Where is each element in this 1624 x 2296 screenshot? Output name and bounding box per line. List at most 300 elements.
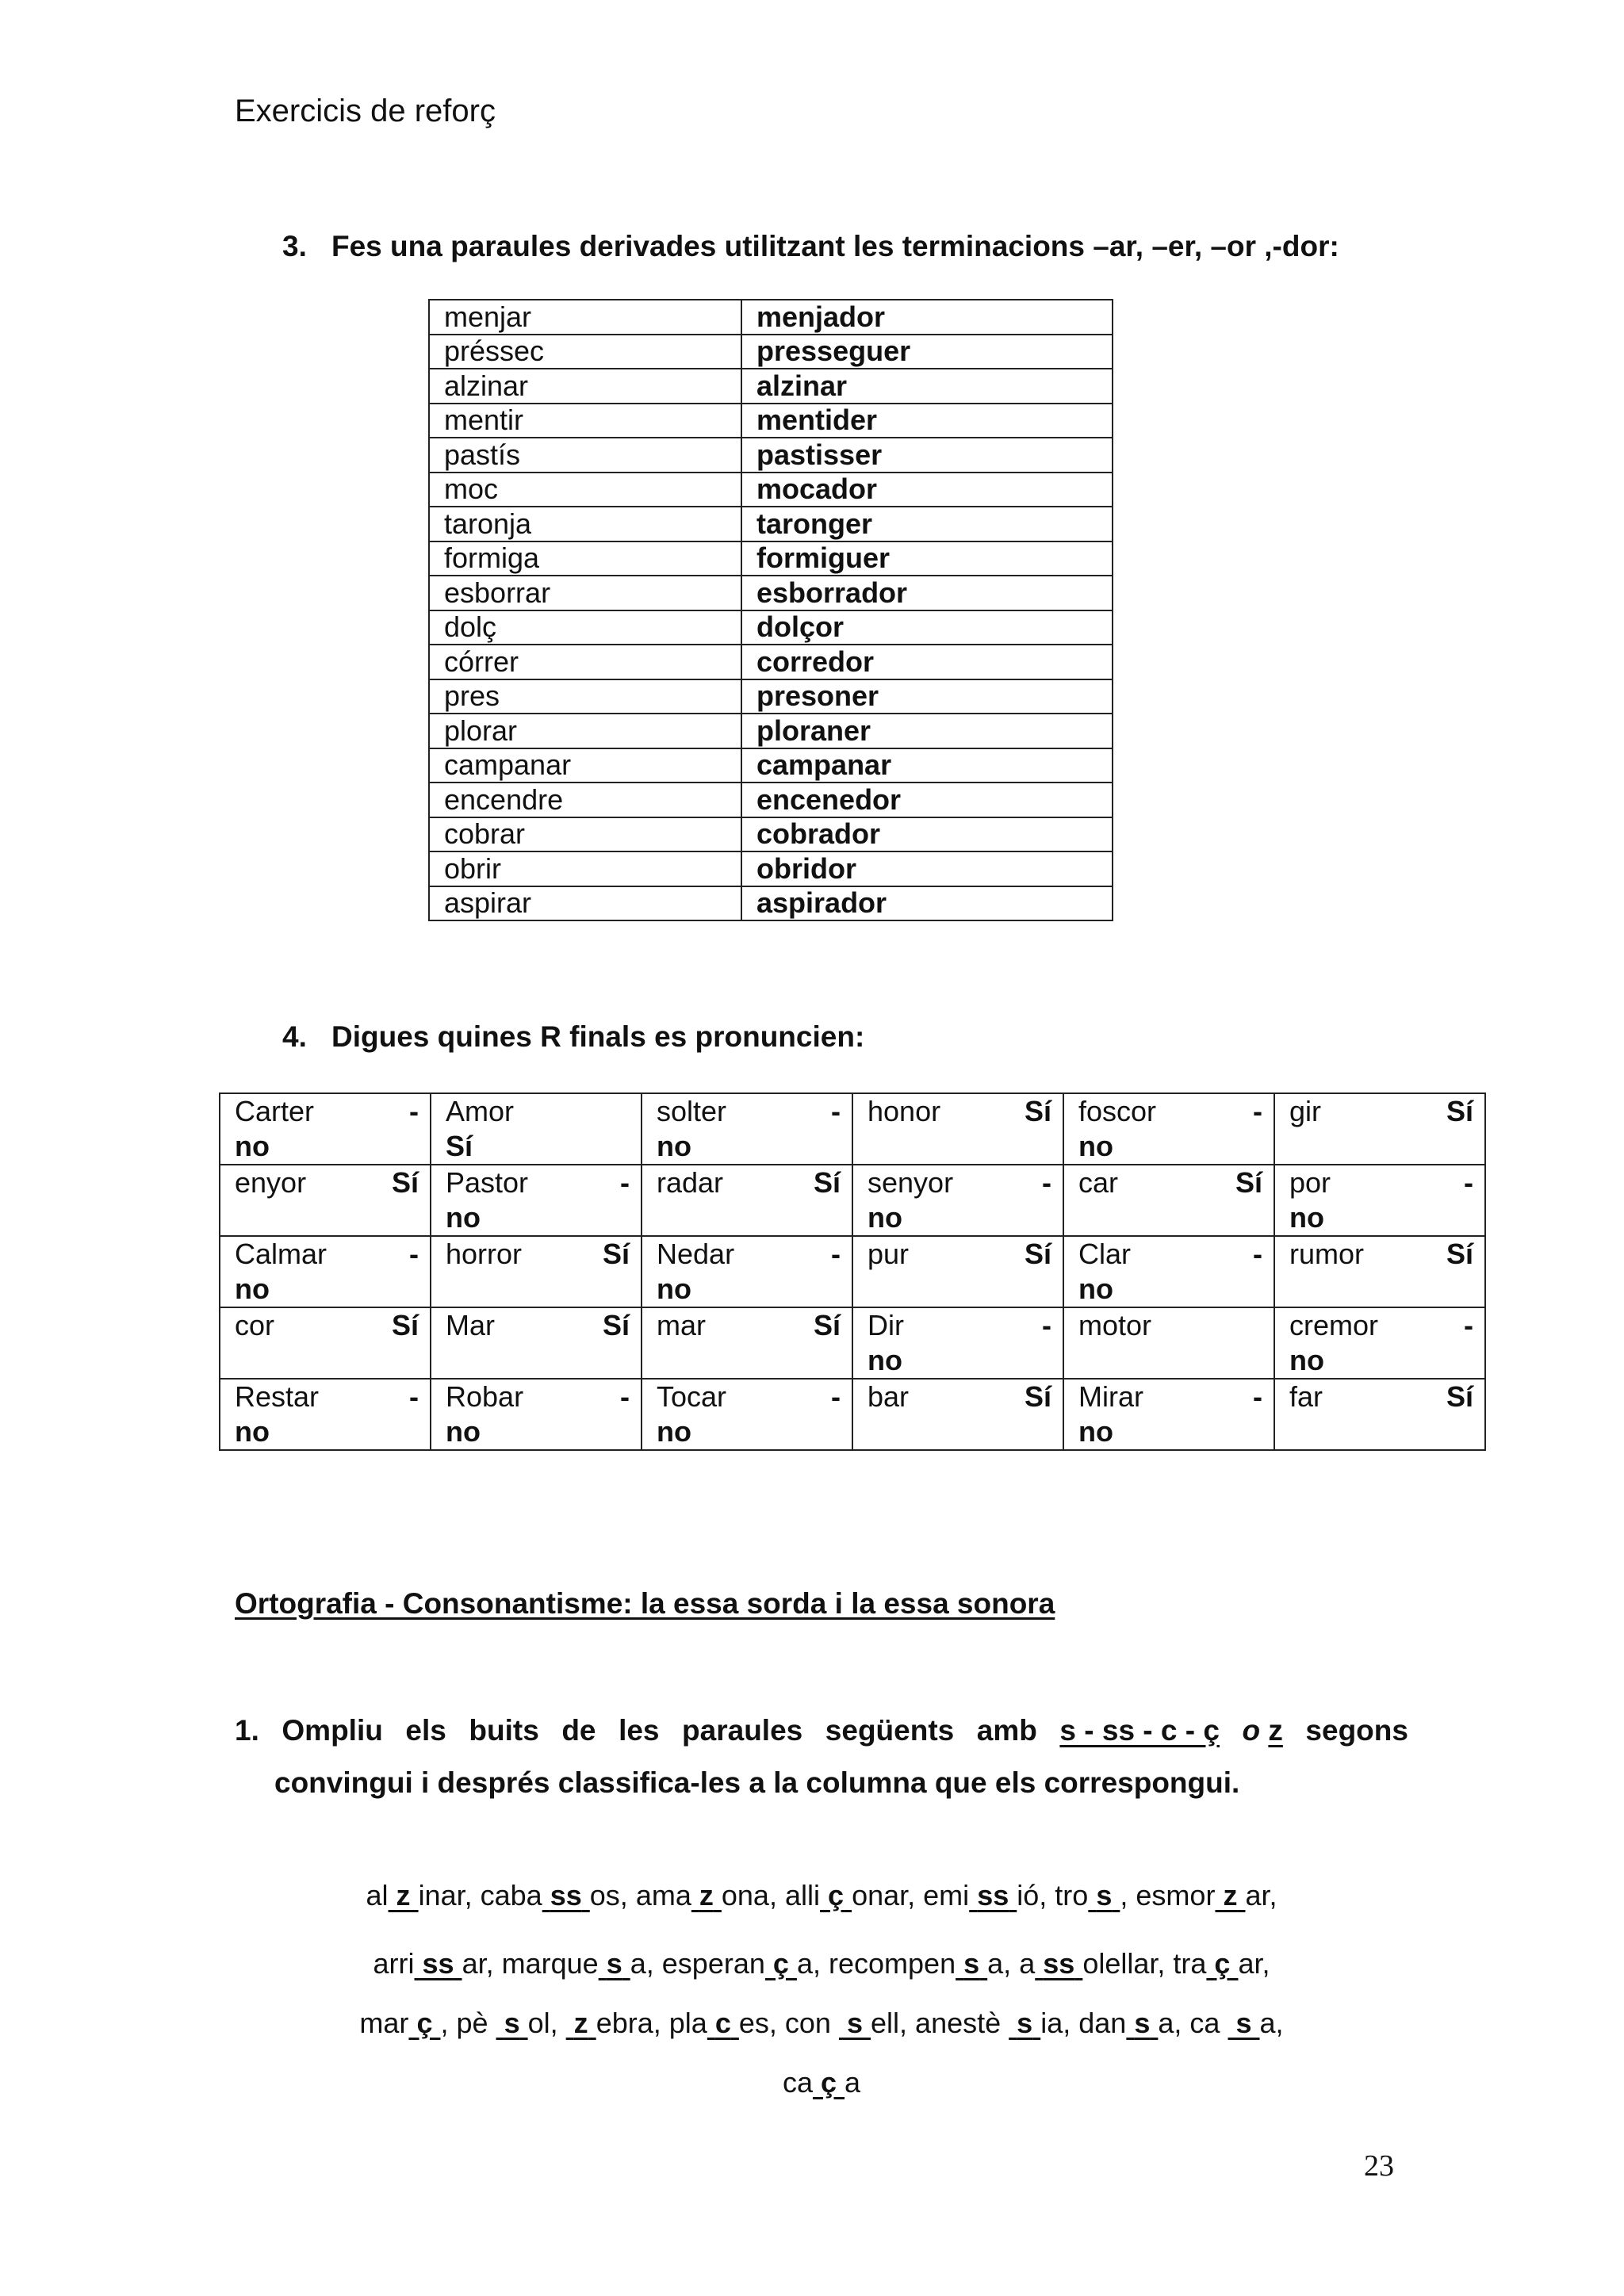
filled-letter-text: s [504,2007,520,2039]
z-option: z [1268,1714,1283,1747]
cell-mark: - [409,1380,419,1413]
exercise-1-line-2: convingui i després classifica-les a la columna que els correspongui. [274,1766,1240,1799]
word-cell [852,1236,1063,1307]
cell-line-1 [235,1380,419,1414]
cell-answer: no [235,1130,270,1162]
fill-word [1228,2007,1283,2039]
cell-word: por [1289,1166,1331,1199]
word-suffix: es, con [738,2007,831,2039]
exercise-3-number: 3. [282,230,307,262]
cell-mark: Sí [1024,1380,1051,1413]
derived-word-cell: menjador [741,300,1113,335]
word-cell [431,1379,642,1450]
word-prefix: esperan [661,1947,765,1980]
base-word-cell: formiga [429,541,741,576]
word-suffix: os, [589,1879,628,1911]
cell-answer: no [1289,1201,1324,1234]
fill-word [1019,1947,1165,1980]
word-suffix: ell, anestè [871,2007,1002,2039]
base-word-cell: moc [429,473,741,507]
table-row [429,576,1113,610]
filled-letter-text: s [1235,2007,1252,2039]
cell-line-1 [235,1308,419,1343]
cell-line-1 [446,1165,630,1200]
derived-word-cell: cobrador [741,817,1113,852]
filled-letter [820,1879,852,1911]
filled-letter [1215,1879,1245,1911]
fill-word [829,1947,1011,1980]
word-cell [220,1379,431,1450]
cell-answer: no [868,1201,902,1234]
cell-answer: no [446,1201,481,1234]
word-prefix: tro [1055,1879,1089,1911]
filled-letter [813,2066,845,2099]
instruction-word: buits [469,1714,539,1747]
word-line [219,1930,1424,1998]
word-cell [1274,1379,1485,1450]
cell-word: Dir [868,1309,904,1341]
cell-word: solter [657,1095,727,1127]
word-suffix: ió, [1017,1879,1048,1911]
cell-line-1 [1289,1094,1473,1129]
word-suffix: a, ca [1158,2007,1220,2039]
word-suffix: a, [630,1947,654,1980]
table-row [429,679,1113,714]
cell-mark: Sí [602,1238,630,1270]
word-cell [1274,1093,1485,1165]
cell-line-1 [868,1094,1051,1129]
word-cell [1274,1307,1485,1379]
filled-letter [389,1879,419,1911]
cell-line-1 [868,1237,1051,1272]
cell-mark: Sí [1024,1238,1051,1270]
word-suffix: a, [987,1947,1012,1980]
fill-word [783,2066,860,2099]
filled-letter [707,2007,739,2039]
fill-word [785,1879,915,1911]
word-cell [1063,1236,1274,1307]
cell-word: enyor [235,1166,307,1199]
cell-word: pur [868,1238,910,1270]
word-cell [642,1307,852,1379]
base-word-cell: córrer [429,645,741,679]
word-cell [642,1165,852,1236]
exercise-1-line-1 [235,1705,1408,1757]
base-word-cell: préssec [429,335,741,369]
cell-mark: - [409,1238,419,1270]
table-row [429,438,1113,473]
filled-letter-text: ç [828,1879,845,1911]
exercise-4-title [282,1020,864,1054]
cell-mark: - [831,1095,841,1127]
word-prefix: recompen [829,1947,956,1980]
cell-word: bar [868,1380,910,1413]
cell-answer: no [868,1344,902,1376]
word-prefix: al [366,1879,389,1911]
cell-mark: - [1464,1309,1473,1341]
fill-word [502,1947,654,1980]
table-row [429,369,1113,404]
cell-mark: - [1253,1380,1262,1413]
word-prefix: dan [1078,2007,1127,2039]
exercise-4-text: Digues quines R finals es pronuncien: [331,1020,865,1053]
cell-word: honor [868,1095,941,1127]
fill-word [662,1947,821,1980]
word-line [219,1862,1424,1930]
filled-letter-text: ç [416,2007,433,2039]
filled-letter [1228,2007,1259,2039]
table-row [429,886,1113,921]
cell-line-1 [657,1165,841,1200]
cell-line-1 [446,1094,630,1129]
exercise-4-number: 4. [282,1020,307,1053]
or-z-option [1242,1705,1282,1757]
word-cell [1274,1165,1485,1236]
cell-mark: - [1042,1166,1051,1199]
cell-line-1 [1289,1380,1473,1414]
base-word-cell: cobrar [429,817,741,852]
cell-word: Nedar [657,1238,735,1270]
cell-answer: no [1078,1272,1113,1305]
table-row [220,1307,1485,1379]
word-prefix: ca [782,2066,813,2099]
table-row [429,507,1113,541]
filled-letter [839,2007,871,2039]
derived-word-cell: ploraner [741,714,1113,748]
cell-mark: Sí [813,1309,841,1341]
cell-line-1 [868,1308,1051,1343]
word-suffix: olellar, [1082,1947,1166,1980]
word-prefix: emi [923,1879,970,1911]
filled-letter [496,2007,528,2039]
table-row [429,404,1113,438]
cell-mark: Sí [1446,1238,1473,1270]
base-word-cell: mentir [429,404,741,438]
cell-line-1 [1078,1094,1262,1129]
cell-mark: Sí [602,1309,630,1341]
cell-line-1 [235,1165,419,1200]
table-row [429,748,1113,783]
fill-word [496,2007,558,2039]
cell-word: Mirar [1078,1380,1143,1413]
word-cell [1063,1093,1274,1165]
table-row [429,473,1113,507]
word-cell [431,1165,642,1236]
cell-line-1 [235,1237,419,1272]
derived-word-cell: alzinar [741,369,1113,404]
filled-letter [1206,1947,1238,1980]
word-prefix: alli [784,1879,820,1911]
page-number: 23 [1364,2149,1394,2183]
cell-line-1 [1078,1308,1262,1343]
word-prefix: mar [359,2007,409,2039]
filled-letter-text: ss [550,1879,582,1911]
fill-word [566,2007,661,2039]
cell-line-1 [235,1094,419,1129]
cell-line-1 [446,1237,630,1272]
filled-letter [691,1879,722,1911]
word-suffix: ar, [1245,1879,1277,1911]
base-word-cell: pastís [429,438,741,473]
word-suffix: ebra, [596,2007,661,2039]
cell-line-1 [868,1380,1051,1414]
cell-mark: Sí [391,1166,419,1199]
base-word-cell: plorar [429,714,741,748]
derived-word-cell: mentider [741,404,1113,438]
cell-answer: no [235,1272,270,1305]
filled-letter-text: c [714,2007,731,2039]
base-word-cell: aspirar [429,886,741,921]
fill-word [1078,2007,1220,2039]
cell-word: car [1078,1166,1119,1199]
cell-line-1 [657,1308,841,1343]
word-cell [431,1236,642,1307]
base-word-cell: campanar [429,748,741,783]
word-prefix: marque [501,1947,599,1980]
filled-letter [1126,2007,1158,2039]
filled-letter-text: ç [820,2066,837,2099]
cell-mark: - [831,1238,841,1270]
cell-answer: no [446,1415,481,1448]
cell-mark: - [620,1166,630,1199]
derived-word-cell: aspirador [741,886,1113,921]
cell-answer: no [235,1415,270,1448]
cell-mark: - [1042,1309,1051,1341]
filled-letter [956,1947,987,1980]
cell-mark: - [409,1095,419,1127]
filled-letter [408,2007,440,2039]
fill-word [636,1879,777,1911]
table-row [429,817,1113,852]
filled-letter [969,1879,1017,1911]
derived-word-cell: mocador [741,473,1113,507]
fill-word [1173,1947,1270,1980]
word-suffix: onar, [852,1879,916,1911]
base-word-cell: menjar [429,300,741,335]
filled-letter [765,1947,797,1980]
cell-line-1 [868,1165,1051,1200]
derived-word-cell: corredor [741,645,1113,679]
base-word-cell: dolç [429,610,741,645]
base-word-cell: esborrar [429,576,741,610]
fill-word [359,2007,488,2039]
word-cell [642,1379,852,1450]
filled-letter [542,1879,590,1911]
cell-mark: Sí [1446,1380,1473,1413]
derived-word-cell: esborrador [741,576,1113,610]
instruction-word: amb [976,1714,1037,1747]
table-row [429,610,1113,645]
word-cell [1274,1236,1485,1307]
word-prefix: tra [1173,1947,1207,1980]
word-cell [220,1165,431,1236]
cell-mark: - [831,1380,841,1413]
word-prefix: arri [373,1947,415,1980]
word-suffix: , pè [440,2007,488,2039]
cell-line-1 [1078,1237,1262,1272]
word-line [219,2049,1424,2117]
cell-line-1 [1078,1380,1262,1414]
filled-letter-text: ss [422,1947,454,1980]
cell-line-1 [1289,1237,1473,1272]
cell-word: motor [1078,1309,1152,1341]
cell-word: Calmar [235,1238,327,1270]
word-cell [852,1093,1063,1165]
base-word-cell: encendre [429,783,741,817]
word-suffix: a, [796,1947,821,1980]
word-prefix: esmor [1136,1879,1216,1911]
orthography-section-title: Ortografia - Consonantisme: la essa sorda i la essa sonora [235,1587,1055,1620]
cell-word: horror [446,1238,523,1270]
cell-answer: no [657,1415,691,1448]
filled-letter-text: ç [1214,1947,1231,1980]
cell-line-1 [1289,1308,1473,1343]
table-row [429,645,1113,679]
or-word: o [1242,1714,1261,1747]
filled-letter [414,1947,462,1980]
filled-letter-text: z [699,1879,714,1911]
filled-letter-text: s [606,1947,622,1980]
table-row [429,851,1113,886]
cell-mark: - [1464,1166,1473,1199]
table-row [220,1236,1485,1307]
fill-word [669,2007,831,2039]
base-word-cell: alzinar [429,369,741,404]
filled-letter-text: z [1223,1879,1238,1911]
filled-letter-text: ç [772,1947,789,1980]
filled-letter [566,2007,596,2039]
instruction-word: les [619,1714,660,1747]
table-row [429,335,1113,369]
derived-word-cell: pastisser [741,438,1113,473]
cell-mark: - [1253,1095,1262,1127]
table-row [429,783,1113,817]
word-cell [431,1307,642,1379]
filled-letter-text: s [1096,1879,1113,1911]
derived-word-cell: taronger [741,507,1113,541]
cell-word: cor [235,1309,275,1341]
word-suffix: a [845,2066,861,2099]
cell-answer: no [1289,1344,1324,1376]
word-cell [220,1093,431,1165]
cell-line-1 [446,1308,630,1343]
cell-word: Pastor [446,1166,529,1199]
filled-letter [1009,2007,1040,2039]
filled-letter [1035,1947,1082,1980]
filled-letter [599,1947,630,1980]
fill-in-words [219,1862,1424,2117]
table-row [429,300,1113,335]
word-cell [431,1093,642,1165]
cell-mark: Sí [391,1309,419,1341]
derived-word-cell: obridor [741,851,1113,886]
base-word-cell: pres [429,679,741,714]
cell-answer: Sí [446,1130,473,1162]
cell-mark: - [620,1380,630,1413]
word-cell [852,1307,1063,1379]
filled-letter-text: z [396,1879,411,1911]
instruction-word: els [405,1714,446,1747]
filled-letter-text: ss [977,1879,1009,1911]
cell-word: Mar [446,1309,495,1341]
word-suffix: inar, [418,1879,473,1911]
word-prefix: caba [480,1879,542,1911]
word-line [219,1998,1424,2049]
instruction-word: paraules [682,1714,803,1747]
derived-words-table [428,299,1113,921]
word-cell [1063,1165,1274,1236]
word-suffix: , [1120,1879,1128,1911]
cell-mark: Sí [1024,1095,1051,1127]
derived-word-cell: campanar [741,748,1113,783]
fill-word [1136,1879,1277,1911]
derived-word-cell: dolçor [741,610,1113,645]
filled-letter-text: s [963,1947,980,1980]
cell-word: Clar [1078,1238,1132,1270]
cell-word: Tocar [657,1380,727,1413]
filled-letter-text: ss [1043,1947,1075,1980]
instruction-word: Ompliu [282,1714,383,1747]
cell-word: senyor [868,1166,954,1199]
instruction-word: següents [825,1714,955,1747]
table-row [220,1165,1485,1236]
fill-word [1055,1879,1128,1911]
cell-mark: - [1253,1238,1262,1270]
word-suffix: ia, [1040,2007,1071,2039]
derived-word-cell: formiguer [741,541,1113,576]
cell-word: Restar [235,1380,320,1413]
cell-line-1 [1289,1165,1473,1200]
instruction-word: segons [1305,1714,1408,1747]
exercise-3-text: Fes una paraules derivades utilitzant les terminacions –ar, –er, –or ,-dor: [331,230,1339,262]
filled-letter-text: s [1017,2007,1033,2039]
page-header: Exercicis de reforç [235,94,496,128]
fill-word [366,1879,473,1911]
cell-answer: no [1078,1130,1113,1162]
cell-word: rumor [1289,1238,1365,1270]
base-word-cell: obrir [429,851,741,886]
fill-word [839,2007,1001,2039]
table-row [220,1379,1485,1450]
cell-word: far [1289,1380,1323,1413]
cell-word: radar [657,1166,724,1199]
cell-line-1 [657,1380,841,1414]
exercise-1-number: 1. [235,1714,259,1747]
cell-line-1 [446,1380,630,1414]
derived-word-cell: presoner [741,679,1113,714]
letter-options: s - ss - c - ç [1059,1714,1220,1747]
word-suffix: ar, [1238,1947,1270,1980]
instruction-word: de [561,1714,596,1747]
word-cell [642,1093,852,1165]
cell-mark: Sí [813,1166,841,1199]
word-suffix: ar, [462,1947,494,1980]
filled-letter-text: s [1134,2007,1151,2039]
word-prefix: pla [668,2007,707,2039]
cell-mark: Sí [1446,1095,1473,1127]
cell-answer: no [657,1272,691,1305]
exercise-3-title [282,230,1339,263]
cell-word: foscor [1078,1095,1157,1127]
derived-word-cell: encenedor [741,783,1113,817]
table-row [429,541,1113,576]
fill-word [923,1879,1047,1911]
word-suffix: a, [1259,2007,1284,2039]
orthography-exercise-1 [235,1705,1408,1809]
fill-word [1009,2007,1071,2039]
word-cell [642,1236,852,1307]
word-suffix: ol, [527,2007,558,2039]
